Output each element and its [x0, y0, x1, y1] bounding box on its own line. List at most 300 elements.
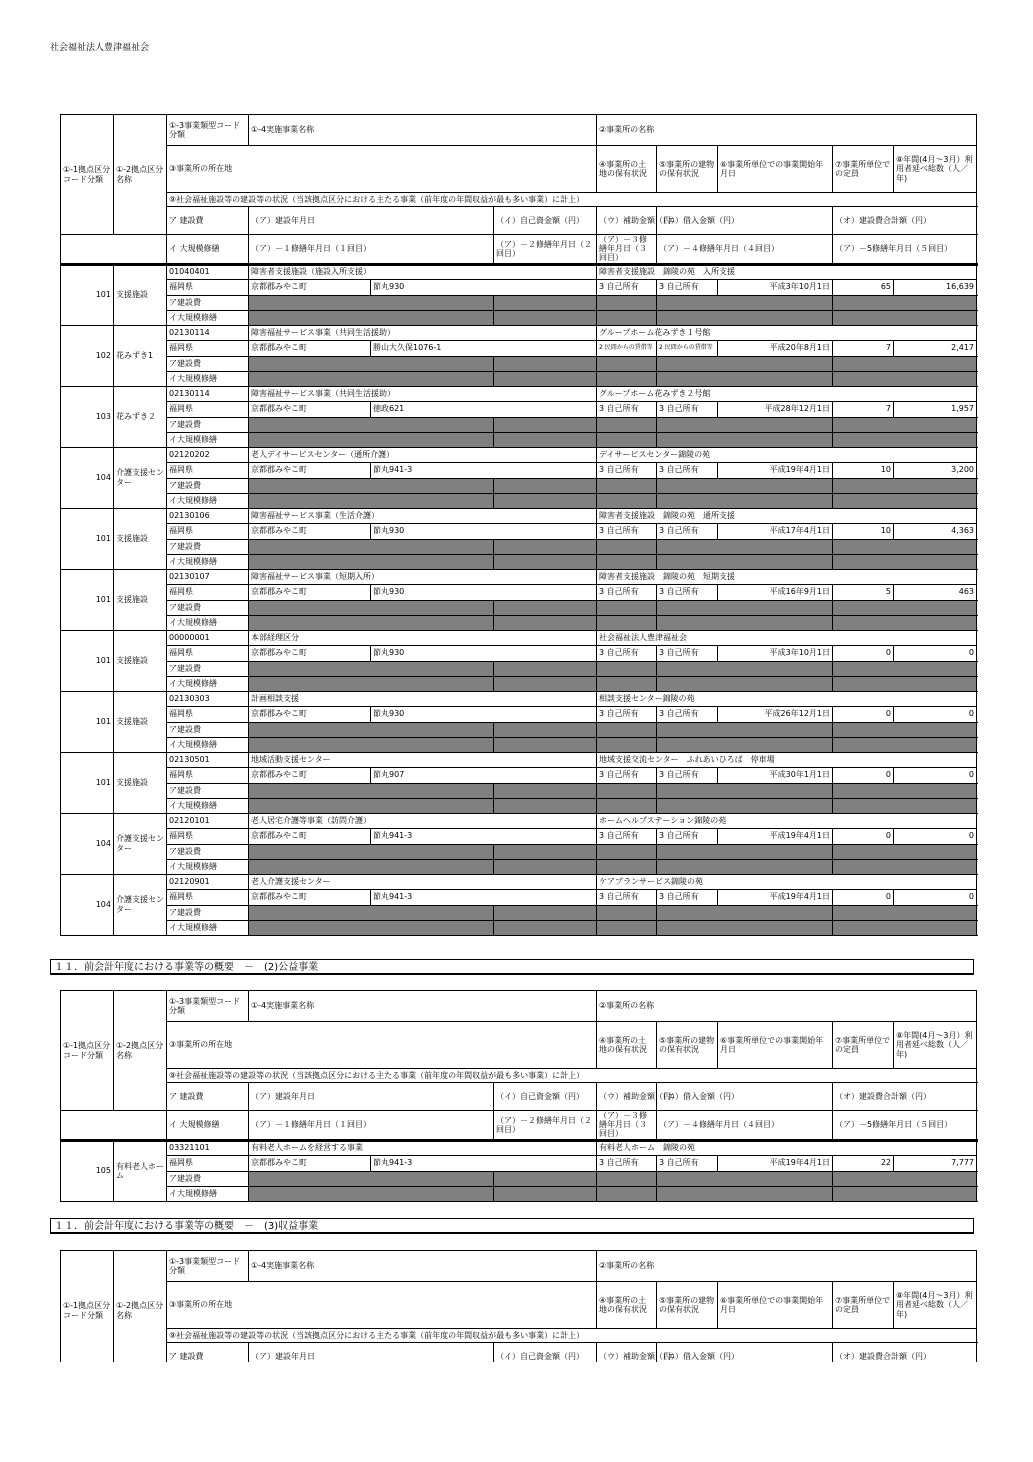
header-repair-date-2: （ア）－２修繕年月日（２回目） — [494, 1111, 597, 1141]
gray-cell — [833, 1186, 977, 1201]
header-repair-date-2: （ア）－２修繕年月日（２回目） — [494, 235, 597, 265]
header-repair-date-1: （ア）－１修繕年月日（１回目） — [249, 1111, 494, 1141]
start-date: 平成19年4月1日 — [718, 828, 833, 844]
header-major-repair: イ 大規模修繕 — [167, 1111, 249, 1141]
row-label: イ大規模修繕 — [167, 676, 249, 691]
gray-cell — [657, 371, 833, 386]
annual-users: 463 — [894, 584, 977, 600]
prefecture: 福岡県 — [167, 706, 249, 722]
address: 節丸930 — [371, 279, 597, 295]
location-name: 花みずき２ — [114, 386, 167, 447]
gray-cell — [494, 417, 597, 432]
row-label: ア建設費 — [167, 905, 249, 920]
gray-cell — [494, 356, 597, 371]
annual-users: 0 — [894, 645, 977, 661]
header-business-type-code: ①-3事業類型コード分類 — [167, 115, 249, 146]
row-label: イ大規模修繕 — [167, 554, 249, 569]
gray-cell — [833, 905, 977, 920]
gray-cell — [249, 737, 494, 752]
building-status: 3 自己所有 — [657, 401, 718, 417]
gray-cell — [494, 554, 597, 569]
office-name: 社会福祉法人豊津福祉会 — [597, 630, 977, 645]
gray-cell — [249, 417, 494, 432]
row-label: ア建設費 — [167, 417, 249, 432]
row-label: ア建設費 — [167, 1171, 249, 1186]
annual-users: 2,417 — [894, 340, 977, 356]
location-code: 101 — [61, 752, 114, 813]
header-business-name: ①-4実施事業名称 — [249, 991, 597, 1022]
annual-users: 0 — [894, 706, 977, 722]
gray-cell — [597, 920, 657, 935]
business-name: 老人居宅介護等事業（訪問介護） — [249, 813, 597, 828]
gray-cell — [657, 1171, 833, 1186]
gray-cell — [494, 920, 597, 935]
gray-cell — [833, 676, 977, 691]
gray-cell — [249, 493, 494, 508]
address: 節丸930 — [371, 645, 597, 661]
address: 節丸941-3 — [371, 1155, 597, 1171]
header-construction-status: ⑨社会福祉施設等の建設等の状況（当該拠点区分における主たる事業（前年度の年間収益が最も多い事業）に計上） — [167, 1069, 977, 1083]
location-name: 支援施設 — [114, 264, 167, 325]
header-construction-date: （ア）建設年月日 — [249, 1343, 494, 1371]
business-type-code: 02130106 — [167, 508, 249, 523]
gray-cell — [833, 554, 977, 569]
gray-cell — [657, 783, 833, 798]
gray-cell — [657, 539, 833, 554]
header-own-funds: （イ）自己資金額（円） — [494, 1343, 597, 1371]
gray-cell — [657, 798, 833, 813]
capacity: 5 — [833, 584, 894, 600]
header-loan: （エ）借入金額（円） — [657, 207, 833, 235]
location-name: 支援施設 — [114, 508, 167, 569]
gray-cell — [494, 371, 597, 386]
gray-cell — [833, 1171, 977, 1186]
header-location-name: ①-2拠点区分名称 — [114, 991, 167, 1111]
gray-cell — [833, 844, 977, 859]
gray-cell — [597, 661, 657, 676]
gray-cell — [597, 493, 657, 508]
row-label: ア建設費 — [167, 478, 249, 493]
gray-cell — [597, 417, 657, 432]
office-name: デイサービスセンター錦陵の苑 — [597, 447, 977, 462]
annual-users: 4,363 — [894, 523, 977, 539]
land-status: 3 自己所有 — [597, 889, 657, 905]
header-construction-total: （オ）建設費合計額（円） — [833, 1083, 977, 1111]
row-label: イ大規模修繕 — [167, 920, 249, 935]
location-name: 介護支援センター — [114, 813, 167, 874]
start-date: 平成19年4月1日 — [718, 889, 833, 905]
land-status: 3 自己所有 — [597, 828, 657, 844]
header-annual-users: ⑧年間(4月～3月）利用者延べ総数（人／年) — [894, 146, 977, 193]
annual-users: 0 — [894, 889, 977, 905]
location-code: 105 — [61, 1140, 114, 1201]
business-name: 障害福祉サービス事業（生活介護） — [249, 508, 597, 523]
gray-cell — [833, 661, 977, 676]
building-status: 3 自己所有 — [657, 523, 718, 539]
prefecture: 福岡県 — [167, 340, 249, 356]
land-status: 3 自己所有 — [597, 279, 657, 295]
annual-users: 0 — [894, 828, 977, 844]
gray-cell — [249, 554, 494, 569]
business-type-code: 00000001 — [167, 630, 249, 645]
prefecture: 福岡県 — [167, 645, 249, 661]
address: 節丸941-3 — [371, 462, 597, 478]
organization-name: 社会福祉法人豊津福祉会 — [50, 43, 150, 53]
building-status: 3 自己所有 — [657, 767, 718, 783]
header-annual-users: ⑧年間(4月～3月）利用者延べ総数（人／年) — [894, 1282, 977, 1329]
row-label: イ大規模修繕 — [167, 310, 249, 325]
prefecture: 福岡県 — [167, 279, 249, 295]
business-name: 障害者支援施設（施設入所支援） — [249, 264, 597, 279]
header-repair-date-4: （ア）－４修繕年月日（４回目） — [657, 235, 833, 265]
land-status: 3 自己所有 — [597, 584, 657, 600]
building-status: 3 自己所有 — [657, 889, 718, 905]
prefecture: 福岡県 — [167, 767, 249, 783]
town: 京都郡みやこ町 — [249, 828, 371, 844]
location-code: 103 — [61, 386, 114, 447]
section-title-profit: １１．前会計年度における事業等の概要 － (3)収益事業 — [50, 1218, 974, 1234]
header-repair-date-1: （ア）－１修繕年月日（１回目） — [249, 235, 494, 265]
gray-cell — [249, 478, 494, 493]
address: 勝山大久保1076-1 — [371, 340, 597, 356]
location-code: 102 — [61, 325, 114, 386]
gray-cell — [833, 478, 977, 493]
land-status: 3 自己所有 — [597, 462, 657, 478]
gray-cell — [597, 905, 657, 920]
town: 京都郡みやこ町 — [249, 279, 371, 295]
land-status: 3 自己所有 — [597, 1155, 657, 1171]
header-start-date: ⑥事業所単位での事業開始年月日 — [718, 1022, 833, 1069]
header-repair-date-3: （ア）－３修繕年月日（３回目） — [597, 1111, 657, 1141]
location-name: 介護支援センター — [114, 874, 167, 935]
header-capacity: ⑦事業所単位での定員 — [833, 1022, 894, 1069]
header-subsidy: （ウ）補助金額（円） — [597, 207, 657, 235]
gray-cell — [597, 859, 657, 874]
business-name: 障害福祉サービス事業（共同生活援助） — [249, 325, 597, 340]
row-label: イ大規模修繕 — [167, 493, 249, 508]
prefecture: 福岡県 — [167, 1155, 249, 1171]
gray-cell — [833, 310, 977, 325]
capacity: 65 — [833, 279, 894, 295]
office-name: 有料老人ホーム 錦陵の苑 — [597, 1140, 977, 1155]
annual-users: 3,200 — [894, 462, 977, 478]
header-location-code: ①-1拠点区分コード分類 — [61, 115, 114, 235]
business-name: 有料老人ホームを経営する事業 — [249, 1140, 597, 1155]
gray-cell — [597, 676, 657, 691]
gray-cell — [494, 539, 597, 554]
gray-cell — [494, 615, 597, 630]
building-status: 3 自己所有 — [657, 1155, 718, 1171]
business-type-code: 02130501 — [167, 752, 249, 767]
gray-cell — [249, 722, 494, 737]
business-type-code: 02120101 — [167, 813, 249, 828]
town: 京都郡みやこ町 — [249, 706, 371, 722]
header-construction-total: （オ）建設費合計額（円） — [833, 1343, 977, 1371]
header-building-status: ⑤事業所の建物の保有状況 — [657, 146, 718, 193]
location-name: 支援施設 — [114, 752, 167, 813]
gray-cell — [657, 661, 833, 676]
building-status: 3 自己所有 — [657, 462, 718, 478]
header-loan: （エ）借入金額（円） — [657, 1083, 833, 1111]
land-status: 2 民間からの賃借等 — [597, 340, 657, 356]
prefecture: 福岡県 — [167, 401, 249, 417]
header-construction-date: （ア）建設年月日 — [249, 207, 494, 235]
gray-cell — [657, 844, 833, 859]
capacity: 0 — [833, 767, 894, 783]
office-name: 相談支援センター錦陵の苑 — [597, 691, 977, 706]
gray-cell — [249, 783, 494, 798]
facility-table-social-welfare — [60, 114, 977, 936]
business-name: 地域活動支援センター — [249, 752, 597, 767]
town: 京都郡みやこ町 — [249, 584, 371, 600]
gray-cell — [833, 737, 977, 752]
header-repair-date-3: （ア）－３修繕年月日（３回目） — [597, 235, 657, 265]
business-name: 老人介護支援センター — [249, 874, 597, 889]
location-name: 支援施設 — [114, 569, 167, 630]
land-status: 3 自己所有 — [597, 523, 657, 539]
header-capacity: ⑦事業所単位での定員 — [833, 1282, 894, 1329]
business-type-code: 03321101 — [167, 1140, 249, 1155]
header-business-type-code: ①-3事業類型コード分類 — [167, 991, 249, 1022]
location-name: 介護支援センター — [114, 447, 167, 508]
capacity: 0 — [833, 645, 894, 661]
header-subsidy: （ウ）補助金額（円） — [597, 1343, 657, 1371]
header-business-name: ①-4実施事業名称 — [249, 115, 597, 146]
gray-cell — [494, 661, 597, 676]
gray-cell — [597, 615, 657, 630]
header-repair-date-5: （ア）－5修繕年月日（５回目） — [833, 1111, 977, 1141]
gray-cell — [657, 676, 833, 691]
gray-cell — [657, 432, 833, 447]
gray-cell — [597, 798, 657, 813]
location-code: 101 — [61, 569, 114, 630]
gray-cell — [657, 859, 833, 874]
prefecture: 福岡県 — [167, 889, 249, 905]
gray-cell — [494, 722, 597, 737]
header-location-code: ①-1拠点区分コード分類 — [61, 1251, 114, 1371]
gray-cell — [249, 905, 494, 920]
header-loan: （エ）借入金額（円） — [657, 1343, 833, 1371]
prefecture: 福岡県 — [167, 523, 249, 539]
header-blank — [61, 235, 167, 265]
header-construction-cost: ア 建設費 — [167, 1343, 249, 1371]
gray-cell — [597, 432, 657, 447]
gray-cell — [657, 493, 833, 508]
start-date: 平成19年4月1日 — [718, 462, 833, 478]
capacity: 0 — [833, 828, 894, 844]
header-start-date: ⑥事業所単位での事業開始年月日 — [718, 1282, 833, 1329]
capacity: 10 — [833, 462, 894, 478]
business-type-code: 02130114 — [167, 325, 249, 340]
gray-cell — [249, 661, 494, 676]
gray-cell — [249, 600, 494, 615]
row-label: イ大規模修繕 — [167, 1186, 249, 1201]
header-location-code: ①-1拠点区分コード分類 — [61, 991, 114, 1111]
row-label: イ大規模修繕 — [167, 859, 249, 874]
town: 京都郡みやこ町 — [249, 889, 371, 905]
header-construction-status: ⑨社会福祉施設等の建設等の状況（当該拠点区分における主たる事業（前年度の年間収益が最も多い事業）に計上） — [167, 1329, 977, 1343]
header-land-status: ④事業所の土地の保有状況 — [597, 1022, 657, 1069]
building-status: 3 自己所有 — [657, 279, 718, 295]
gray-cell — [597, 295, 657, 310]
start-date: 平成17年4月1日 — [718, 523, 833, 539]
land-status: 3 自己所有 — [597, 401, 657, 417]
gray-cell — [833, 920, 977, 935]
gray-cell — [597, 844, 657, 859]
page-bottom-blank — [0, 1362, 1033, 1462]
gray-cell — [494, 1186, 597, 1201]
town: 京都郡みやこ町 — [249, 645, 371, 661]
land-status: 3 自己所有 — [597, 767, 657, 783]
gray-cell — [494, 859, 597, 874]
business-name: 障害福祉サービス事業（短期入所） — [249, 569, 597, 584]
gray-cell — [657, 417, 833, 432]
building-status: 3 自己所有 — [657, 706, 718, 722]
gray-cell — [249, 295, 494, 310]
gray-cell — [249, 1186, 494, 1201]
gray-cell — [249, 676, 494, 691]
annual-users: 1,957 — [894, 401, 977, 417]
header-land-status: ④事業所の土地の保有状況 — [597, 146, 657, 193]
gray-cell — [494, 798, 597, 813]
header-annual-users: ⑧年間(4月～3月）利用者延べ総数（人／年) — [894, 1022, 977, 1069]
gray-cell — [657, 722, 833, 737]
capacity: 7 — [833, 340, 894, 356]
land-status: 3 自己所有 — [597, 706, 657, 722]
location-code: 104 — [61, 874, 114, 935]
row-label: ア建設費 — [167, 783, 249, 798]
gray-cell — [833, 783, 977, 798]
annual-users: 0 — [894, 767, 977, 783]
header-office-address: ③事業所の所在地 — [167, 146, 597, 193]
header-construction-status: ⑨社会福祉施設等の建設等の状況（当該拠点区分における主たる事業（前年度の年間収益が最も多い事業）に計上） — [167, 193, 977, 207]
gray-cell — [833, 798, 977, 813]
location-name: 支援施設 — [114, 630, 167, 691]
gray-cell — [833, 615, 977, 630]
gray-cell — [597, 554, 657, 569]
capacity: 22 — [833, 1155, 894, 1171]
gray-cell — [494, 600, 597, 615]
row-label: ア建設費 — [167, 661, 249, 676]
start-date: 平成26年12月1日 — [718, 706, 833, 722]
business-name: 障害福祉サービス事業（共同生活援助） — [249, 386, 597, 401]
header-own-funds: （イ）自己資金額（円） — [494, 207, 597, 235]
office-name: ホームヘルプステーション錦陵の苑 — [597, 813, 977, 828]
gray-cell — [657, 478, 833, 493]
gray-cell — [597, 310, 657, 325]
gray-cell — [833, 722, 977, 737]
gray-cell — [833, 295, 977, 310]
start-date: 平成3年10月1日 — [718, 645, 833, 661]
row-label: イ大規模修繕 — [167, 798, 249, 813]
start-date: 平成19年4月1日 — [718, 1155, 833, 1171]
office-name: 地域支援交流センター ふれあいひろば 停車場 — [597, 752, 977, 767]
gray-cell — [249, 356, 494, 371]
location-code: 101 — [61, 630, 114, 691]
row-label: ア建設費 — [167, 600, 249, 615]
location-name: 有料老人ホーム — [114, 1140, 167, 1201]
address: 徳政621 — [371, 401, 597, 417]
header-office-address: ③事業所の所在地 — [167, 1282, 597, 1329]
gray-cell — [657, 295, 833, 310]
capacity: 0 — [833, 706, 894, 722]
gray-cell — [597, 600, 657, 615]
header-construction-total: （オ）建設費合計額（円） — [833, 207, 977, 235]
gray-cell — [597, 478, 657, 493]
annual-users: 7,777 — [894, 1155, 977, 1171]
business-type-code: 02130107 — [167, 569, 249, 584]
business-type-code: 02130303 — [167, 691, 249, 706]
start-date: 平成30年1月1日 — [718, 767, 833, 783]
capacity: 10 — [833, 523, 894, 539]
gray-cell — [597, 783, 657, 798]
row-label: ア建設費 — [167, 356, 249, 371]
header-construction-date: （ア）建設年月日 — [249, 1083, 494, 1111]
office-name: 障害者支援施設 錦陵の苑 短期支援 — [597, 569, 977, 584]
gray-cell — [494, 432, 597, 447]
location-code: 104 — [61, 813, 114, 874]
business-name: 本部経理区分 — [249, 630, 597, 645]
location-code: 104 — [61, 447, 114, 508]
header-subsidy: （ウ）補助金額（円） — [597, 1083, 657, 1111]
gray-cell — [494, 676, 597, 691]
gray-cell — [494, 295, 597, 310]
gray-cell — [657, 905, 833, 920]
capacity: 0 — [833, 889, 894, 905]
gray-cell — [833, 600, 977, 615]
header-capacity: ⑦事業所単位での定員 — [833, 146, 894, 193]
town: 京都郡みやこ町 — [249, 767, 371, 783]
location-code: 101 — [61, 691, 114, 752]
gray-cell — [833, 493, 977, 508]
office-name: ケアプランサービス錦陵の苑 — [597, 874, 977, 889]
gray-cell — [657, 600, 833, 615]
gray-cell — [833, 356, 977, 371]
gray-cell — [494, 905, 597, 920]
gray-cell — [657, 615, 833, 630]
business-name: 老人デイサービスセンター（通所介護） — [249, 447, 597, 462]
gray-cell — [597, 1186, 657, 1201]
gray-cell — [657, 554, 833, 569]
gray-cell — [494, 844, 597, 859]
gray-cell — [249, 1171, 494, 1186]
business-type-code: 02120901 — [167, 874, 249, 889]
gray-cell — [597, 356, 657, 371]
gray-cell — [494, 493, 597, 508]
gray-cell — [833, 432, 977, 447]
prefecture: 福岡県 — [167, 828, 249, 844]
address: 節丸941-3 — [371, 828, 597, 844]
business-type-code: 01040401 — [167, 264, 249, 279]
start-date: 平成20年8月1日 — [718, 340, 833, 356]
land-status: 3 自己所有 — [597, 645, 657, 661]
gray-cell — [657, 737, 833, 752]
row-label: イ大規模修繕 — [167, 737, 249, 752]
gray-cell — [249, 432, 494, 447]
building-status: 2 民間からの賃借等 — [657, 340, 718, 356]
gray-cell — [249, 798, 494, 813]
gray-cell — [249, 859, 494, 874]
header-business-type-code: ①-3事業類型コード分類 — [167, 1251, 249, 1282]
business-name: 計画相談支援 — [249, 691, 597, 706]
gray-cell — [494, 478, 597, 493]
gray-cell — [597, 539, 657, 554]
gray-cell — [657, 310, 833, 325]
gray-cell — [249, 615, 494, 630]
address: 節丸907 — [371, 767, 597, 783]
row-label: イ大規模修繕 — [167, 615, 249, 630]
gray-cell — [833, 371, 977, 386]
